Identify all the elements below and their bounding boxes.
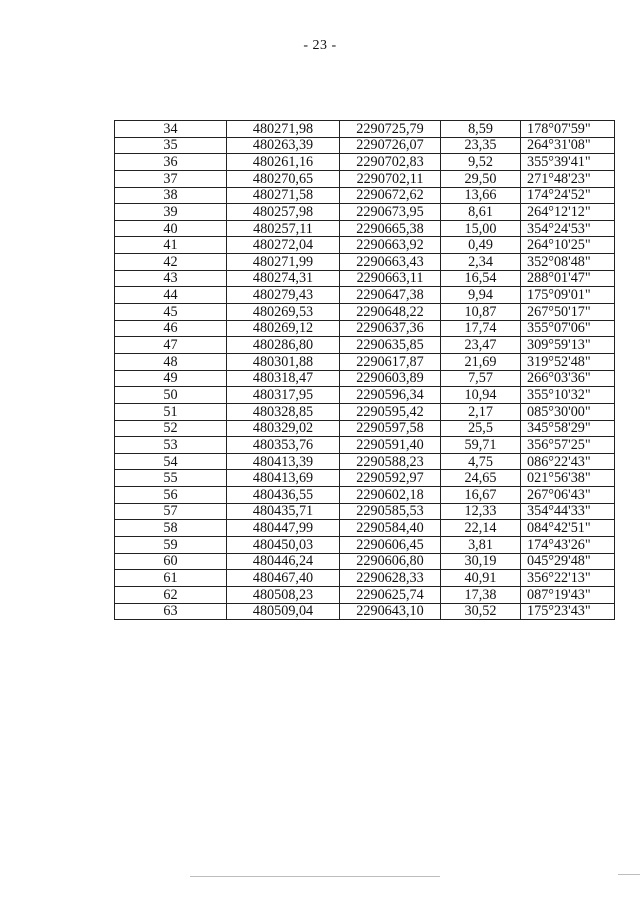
table-row bbox=[115, 137, 615, 154]
x-coordinate-cell: 480447,99 bbox=[227, 520, 340, 537]
y-coordinate-cell: 2290648,22 bbox=[340, 304, 441, 321]
point-number-cell: 45 bbox=[115, 304, 227, 321]
angle-cell: 084°42'51" bbox=[521, 520, 615, 537]
distance-cell: 22,14 bbox=[441, 520, 521, 537]
point-number-cell: 56 bbox=[115, 487, 227, 504]
angle-cell: 264°31'08" bbox=[521, 137, 615, 154]
angle-cell: 086°22'43" bbox=[521, 453, 615, 470]
y-coordinate-cell: 2290606,45 bbox=[340, 537, 441, 554]
table-row bbox=[115, 437, 615, 454]
angle-cell: 355°39'41" bbox=[521, 154, 615, 171]
distance-cell: 4,75 bbox=[441, 453, 521, 470]
table-row bbox=[115, 453, 615, 470]
table-row bbox=[115, 204, 615, 221]
point-number-cell: 37 bbox=[115, 170, 227, 187]
distance-cell: 40,91 bbox=[441, 570, 521, 587]
angle-cell: 288°01'47" bbox=[521, 270, 615, 287]
angle-cell: 264°12'12" bbox=[521, 204, 615, 221]
x-coordinate-cell: 480317,95 bbox=[227, 387, 340, 404]
point-number-cell: 43 bbox=[115, 270, 227, 287]
table-row bbox=[115, 337, 615, 354]
table-row bbox=[115, 387, 615, 404]
table-row bbox=[115, 254, 615, 271]
table-row bbox=[115, 520, 615, 537]
distance-cell: 15,00 bbox=[441, 220, 521, 237]
x-coordinate-cell: 480272,04 bbox=[227, 237, 340, 254]
x-coordinate-cell: 480446,24 bbox=[227, 553, 340, 570]
point-number-cell: 42 bbox=[115, 254, 227, 271]
angle-cell: 267°06'43" bbox=[521, 487, 615, 504]
x-coordinate-cell: 480286,80 bbox=[227, 337, 340, 354]
distance-cell: 12,33 bbox=[441, 503, 521, 520]
table-body bbox=[115, 121, 615, 620]
table-row bbox=[115, 503, 615, 520]
table-row bbox=[115, 403, 615, 420]
x-coordinate-cell: 480271,58 bbox=[227, 187, 340, 204]
right-edge-line bbox=[618, 874, 640, 875]
x-coordinate-cell: 480271,99 bbox=[227, 254, 340, 271]
point-number-cell: 41 bbox=[115, 237, 227, 254]
x-coordinate-cell: 480450,03 bbox=[227, 537, 340, 554]
y-coordinate-cell: 2290643,10 bbox=[340, 603, 441, 620]
distance-cell: 2,34 bbox=[441, 254, 521, 271]
angle-cell: 355°07'06" bbox=[521, 320, 615, 337]
point-number-cell: 53 bbox=[115, 437, 227, 454]
angle-cell: 085°30'00" bbox=[521, 403, 615, 420]
y-coordinate-cell: 2290726,07 bbox=[340, 137, 441, 154]
distance-cell: 3,81 bbox=[441, 537, 521, 554]
y-coordinate-cell: 2290702,83 bbox=[340, 154, 441, 171]
point-number-cell: 47 bbox=[115, 337, 227, 354]
distance-cell: 30,52 bbox=[441, 603, 521, 620]
distance-cell: 2,17 bbox=[441, 403, 521, 420]
table-row bbox=[115, 170, 615, 187]
y-coordinate-cell: 2290588,23 bbox=[340, 453, 441, 470]
point-number-cell: 50 bbox=[115, 387, 227, 404]
y-coordinate-cell: 2290637,36 bbox=[340, 320, 441, 337]
y-coordinate-cell: 2290672,62 bbox=[340, 187, 441, 204]
table-row bbox=[115, 537, 615, 554]
point-number-cell: 59 bbox=[115, 537, 227, 554]
point-number-cell: 44 bbox=[115, 287, 227, 304]
y-coordinate-cell: 2290595,42 bbox=[340, 403, 441, 420]
y-coordinate-cell: 2290585,53 bbox=[340, 503, 441, 520]
x-coordinate-cell: 480269,53 bbox=[227, 304, 340, 321]
y-coordinate-cell: 2290673,95 bbox=[340, 204, 441, 221]
table-row bbox=[115, 370, 615, 387]
table-row bbox=[115, 487, 615, 504]
point-number-cell: 49 bbox=[115, 370, 227, 387]
distance-cell: 8,59 bbox=[441, 121, 521, 138]
point-number-cell: 62 bbox=[115, 586, 227, 603]
angle-cell: 021°56'38" bbox=[521, 470, 615, 487]
distance-cell: 23,35 bbox=[441, 137, 521, 154]
table-row bbox=[115, 287, 615, 304]
table-row bbox=[115, 220, 615, 237]
x-coordinate-cell: 480263,39 bbox=[227, 137, 340, 154]
point-number-cell: 46 bbox=[115, 320, 227, 337]
y-coordinate-cell: 2290663,43 bbox=[340, 254, 441, 271]
table-row bbox=[115, 570, 615, 587]
x-coordinate-cell: 480508,23 bbox=[227, 586, 340, 603]
distance-cell: 17,38 bbox=[441, 586, 521, 603]
angle-cell: 266°03'36" bbox=[521, 370, 615, 387]
y-coordinate-cell: 2290591,40 bbox=[340, 437, 441, 454]
x-coordinate-cell: 480413,69 bbox=[227, 470, 340, 487]
table-row bbox=[115, 553, 615, 570]
table-row bbox=[115, 603, 615, 620]
table-row bbox=[115, 121, 615, 138]
point-number-cell: 35 bbox=[115, 137, 227, 154]
distance-cell: 16,67 bbox=[441, 487, 521, 504]
distance-cell: 16,54 bbox=[441, 270, 521, 287]
distance-cell: 10,94 bbox=[441, 387, 521, 404]
y-coordinate-cell: 2290603,89 bbox=[340, 370, 441, 387]
y-coordinate-cell: 2290725,79 bbox=[340, 121, 441, 138]
angle-cell: 355°10'32" bbox=[521, 387, 615, 404]
distance-cell: 23,47 bbox=[441, 337, 521, 354]
x-coordinate-cell: 480270,65 bbox=[227, 170, 340, 187]
distance-cell: 8,61 bbox=[441, 204, 521, 221]
table-row bbox=[115, 420, 615, 437]
point-number-cell: 38 bbox=[115, 187, 227, 204]
distance-cell: 21,69 bbox=[441, 353, 521, 370]
distance-cell: 17,74 bbox=[441, 320, 521, 337]
angle-cell: 354°24'53" bbox=[521, 220, 615, 237]
x-coordinate-cell: 480274,31 bbox=[227, 270, 340, 287]
angle-cell: 352°08'48" bbox=[521, 254, 615, 271]
page-number: - 23 - bbox=[303, 38, 337, 53]
y-coordinate-cell: 2290597,58 bbox=[340, 420, 441, 437]
distance-cell: 59,71 bbox=[441, 437, 521, 454]
table-row bbox=[115, 154, 615, 171]
point-number-cell: 48 bbox=[115, 353, 227, 370]
y-coordinate-cell: 2290596,34 bbox=[340, 387, 441, 404]
x-coordinate-cell: 480271,98 bbox=[227, 121, 340, 138]
angle-cell: 264°10'25" bbox=[521, 237, 615, 254]
x-coordinate-cell: 480353,76 bbox=[227, 437, 340, 454]
distance-cell: 7,57 bbox=[441, 370, 521, 387]
table-row bbox=[115, 304, 615, 321]
distance-cell: 9,52 bbox=[441, 154, 521, 171]
angle-cell: 045°29'48" bbox=[521, 553, 615, 570]
y-coordinate-cell: 2290635,85 bbox=[340, 337, 441, 354]
distance-cell: 0,49 bbox=[441, 237, 521, 254]
point-number-cell: 51 bbox=[115, 403, 227, 420]
y-coordinate-cell: 2290592,97 bbox=[340, 470, 441, 487]
x-coordinate-cell: 480435,71 bbox=[227, 503, 340, 520]
x-coordinate-cell: 480269,12 bbox=[227, 320, 340, 337]
angle-cell: 345°58'29" bbox=[521, 420, 615, 437]
distance-cell: 29,50 bbox=[441, 170, 521, 187]
x-coordinate-cell: 480328,85 bbox=[227, 403, 340, 420]
y-coordinate-cell: 2290606,80 bbox=[340, 553, 441, 570]
point-number-cell: 61 bbox=[115, 570, 227, 587]
angle-cell: 309°59'13" bbox=[521, 337, 615, 354]
table-row bbox=[115, 470, 615, 487]
coordinates-table bbox=[114, 120, 615, 620]
y-coordinate-cell: 2290584,40 bbox=[340, 520, 441, 537]
table-row bbox=[115, 237, 615, 254]
point-number-cell: 55 bbox=[115, 470, 227, 487]
table-row bbox=[115, 270, 615, 287]
angle-cell: 356°22'13" bbox=[521, 570, 615, 587]
y-coordinate-cell: 2290617,87 bbox=[340, 353, 441, 370]
angle-cell: 174°24'52" bbox=[521, 187, 615, 204]
angle-cell: 319°52'48" bbox=[521, 353, 615, 370]
distance-cell: 25,5 bbox=[441, 420, 521, 437]
x-coordinate-cell: 480467,40 bbox=[227, 570, 340, 587]
table-row bbox=[115, 320, 615, 337]
angle-cell: 267°50'17" bbox=[521, 304, 615, 321]
point-number-cell: 54 bbox=[115, 453, 227, 470]
x-coordinate-cell: 480261,16 bbox=[227, 154, 340, 171]
y-coordinate-cell: 2290663,92 bbox=[340, 237, 441, 254]
point-number-cell: 63 bbox=[115, 603, 227, 620]
y-coordinate-cell: 2290602,18 bbox=[340, 487, 441, 504]
x-coordinate-cell: 480329,02 bbox=[227, 420, 340, 437]
y-coordinate-cell: 2290702,11 bbox=[340, 170, 441, 187]
point-number-cell: 60 bbox=[115, 553, 227, 570]
angle-cell: 356°57'25" bbox=[521, 437, 615, 454]
point-number-cell: 40 bbox=[115, 220, 227, 237]
y-coordinate-cell: 2290625,74 bbox=[340, 586, 441, 603]
point-number-cell: 34 bbox=[115, 121, 227, 138]
distance-cell: 30,19 bbox=[441, 553, 521, 570]
angle-cell: 174°43'26" bbox=[521, 537, 615, 554]
y-coordinate-cell: 2290628,33 bbox=[340, 570, 441, 587]
bottom-edge-line bbox=[190, 876, 440, 877]
angle-cell: 087°19'43" bbox=[521, 586, 615, 603]
y-coordinate-cell: 2290665,38 bbox=[340, 220, 441, 237]
angle-cell: 175°23'43" bbox=[521, 603, 615, 620]
angle-cell: 178°07'59" bbox=[521, 121, 615, 138]
angle-cell: 271°48'23" bbox=[521, 170, 615, 187]
x-coordinate-cell: 480279,43 bbox=[227, 287, 340, 304]
distance-cell: 9,94 bbox=[441, 287, 521, 304]
x-coordinate-cell: 480509,04 bbox=[227, 603, 340, 620]
angle-cell: 175°09'01" bbox=[521, 287, 615, 304]
x-coordinate-cell: 480413,39 bbox=[227, 453, 340, 470]
table-row bbox=[115, 353, 615, 370]
table-row bbox=[115, 586, 615, 603]
point-number-cell: 58 bbox=[115, 520, 227, 537]
point-number-cell: 39 bbox=[115, 204, 227, 221]
distance-cell: 10,87 bbox=[441, 304, 521, 321]
x-coordinate-cell: 480257,11 bbox=[227, 220, 340, 237]
distance-cell: 24,65 bbox=[441, 470, 521, 487]
x-coordinate-cell: 480436,55 bbox=[227, 487, 340, 504]
y-coordinate-cell: 2290647,38 bbox=[340, 287, 441, 304]
point-number-cell: 52 bbox=[115, 420, 227, 437]
x-coordinate-cell: 480301,88 bbox=[227, 353, 340, 370]
y-coordinate-cell: 2290663,11 bbox=[340, 270, 441, 287]
point-number-cell: 36 bbox=[115, 154, 227, 171]
x-coordinate-cell: 480318,47 bbox=[227, 370, 340, 387]
table-row bbox=[115, 187, 615, 204]
angle-cell: 354°44'33" bbox=[521, 503, 615, 520]
x-coordinate-cell: 480257,98 bbox=[227, 204, 340, 221]
point-number-cell: 57 bbox=[115, 503, 227, 520]
distance-cell: 13,66 bbox=[441, 187, 521, 204]
